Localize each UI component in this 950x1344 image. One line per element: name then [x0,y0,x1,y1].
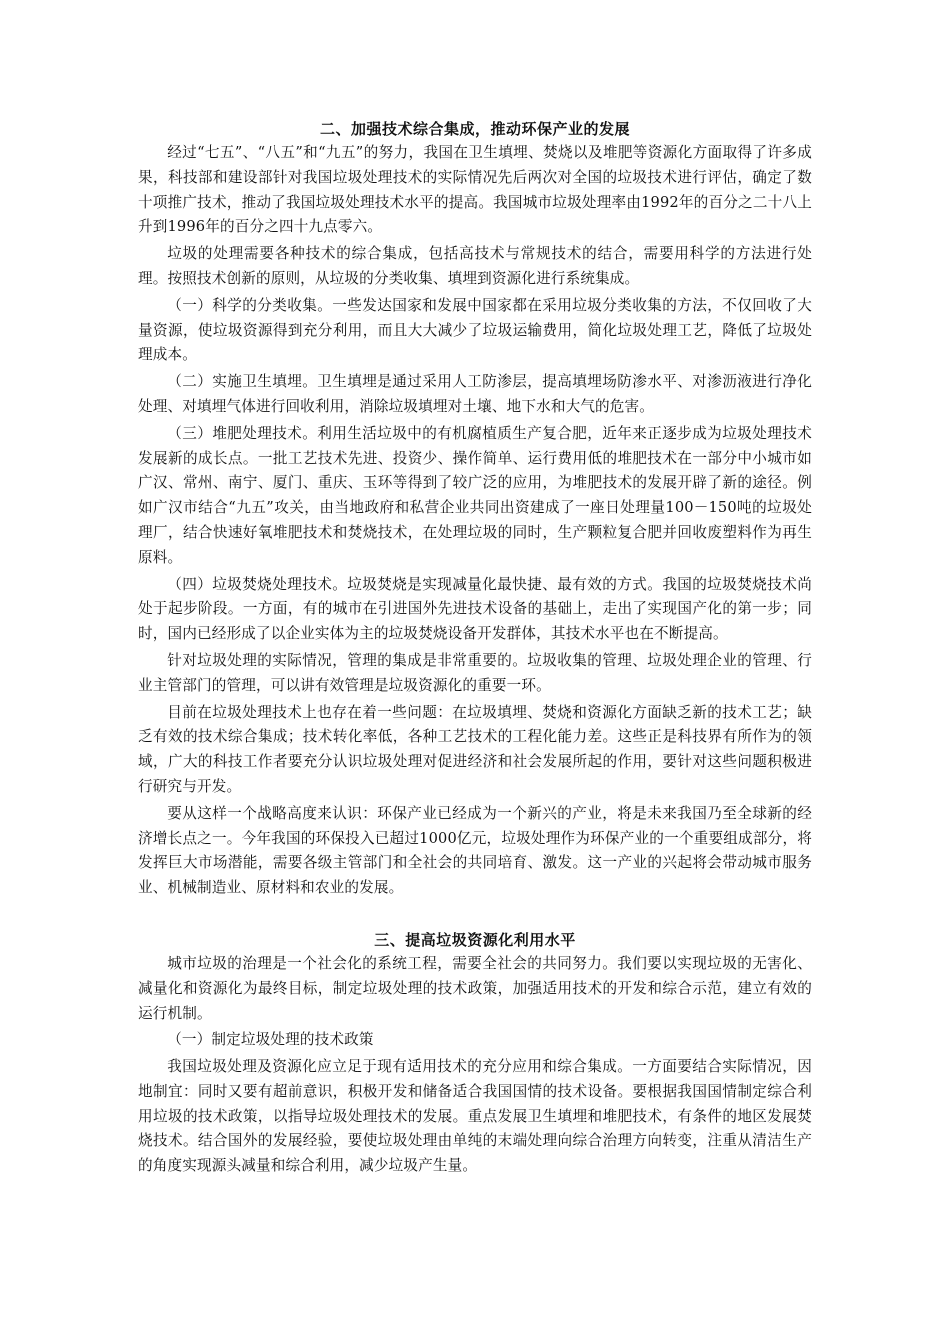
section-2-heading: 二、加强技术综合集成，推动环保产业的发展 [319,120,630,138]
section-3-heading: 三、提高垃圾资源化利用水平 [374,930,576,949]
section-spacer [138,903,812,929]
section-2-paragraph-4: （二）实施卫生填埋。卫生填埋是通过采用人工防渗层，提高填埋场防渗水平、对渗沥液进行净化处理、对填埋气体进行回收利用，消除垃圾填埋对土壤、地下水和大气的危害。 [138,373,812,415]
section-2-paragraph-6: （四）垃圾焚烧处理技术。垃圾焚烧是实现减量化最快捷、最有效的方式。我国的垃圾焚烧技术尚处于起步阶段。一方面，有的城市在引进国外先进技术设备的基础上，走出了实现国产化的第一步；同时，国内已经形成了以企业实体为主的垃圾焚烧设备开发群体，其技术水平也在不断提高。 [138,575,812,643]
section-3-paragraph-1: 城市垃圾的治理是一个社会化的系统工程，需要全社会的共同努力。我们要以实现垃圾的无害化、减量化和资源化为最终目标，制定垃圾处理的技术政策，加强适用技术的开发和综合示范，建立有效的运行机制。 [138,954,812,1022]
section-2-paragraph-7: 针对垃圾处理的实际情况，管理的集成是非常重要的。垃圾收集的管理、垃圾处理企业的管理、行业主管部门的管理，可以讲有效管理是垃圾资源化的重要一环。 [138,651,812,694]
section-3-paragraph-3: 我国垃圾处理及资源化应立足于现有适用技术的充分应用和综合集成。一方面要结合实际情况，因地制宜：同时又要有超前意识，积极开发和储备适合我国国情的技术设备。要根据我国国情制定综合利用垃圾的技术政策，以指导垃圾处理技术的发展。重点发展卫生填埋和堆肥技术，有条件的地区发展焚烧技术。结合国外的发展经验，要使垃圾处理由单纯的末端处理向综合治理方向转变，注重从清洁生产的角度实现源头减量和综合利用，减少垃圾产生量。 [138,1058,812,1175]
section-2-paragraph-1: 经过“七五”、“八五”和“九五”的努力，我国在卫生填埋、焚烧以及堆肥等资源化方面取得了许多成果，科技部和建设部针对我国垃圾处理技术的实际情况先后两次对全国的垃圾技术进行评估，确定了数十项推广技术，推动了我国垃圾处理技术水平的提高。我国城市垃圾处理率由1992年的百分之二十八上升到1996年的百分之四十九点零六。 [138,144,812,236]
document-page [138,118,812,1181]
section-2-paragraph-5: （三）堆肥处理技术。利用生活垃圾中的有机腐植质生产复合肥，近年来正逐步成为垃圾处理技术发展新的成长点。一批工艺技术先进、投资少、操作简单、运行费用低的堆肥技术在一部分中小城市如广汉、常州、南宁、厦门、重庆、玉环等得到了较广泛的应用，为堆肥技术的发展开辟了新的途径。例如广汉市结合“九五”攻关，由当地政府和私营企业共同出资建成了一座日处理量100－150吨的垃圾处理厂，结合快速好氧堆肥技术和焚烧技术，在处理垃圾的同时，生产颗粒复合肥并回收废塑料作为再生原料。 [138,424,812,566]
section-2-paragraph-2: 垃圾的处理需要各种技术的综合集成，包括高技术与常规技术的结合，需要用科学的方法进行处理。按照技术创新的原则，从垃圾的分类收集、填埋到资源化进行系统集成。 [138,245,812,287]
section-2-paragraph-9: 要从这样一个战略高度来认识：环保产业已经成为一个新兴的产业，将是未来我国乃至全球新的经济增长点之一。今年我国的环保投入已超过1000亿元，垃圾处理作为环保产业的一个重要组成部分，将发挥巨大市场潜能，需要各级主管部门和全社会的共同培育、激发。这一产业的兴起将会带动城市服务业、机械制造业、原材料和农业的发展。 [138,804,812,897]
section-2-paragraph-3: （一）科学的分类收集。一些发达国家和发展中国家都在采用垃圾分类收集的方法，不仅回收了大量资源，使垃圾资源得到充分利用，而且大大减少了垃圾运输费用，简化垃圾处理工艺，降低了垃圾处理成本。 [138,296,812,364]
section-3-paragraph-2: （一）制定垃圾处理的技术政策 [167,1031,374,1049]
section-2-paragraph-8: 目前在垃圾处理技术上也存在着一些问题：在垃圾填埋、焚烧和资源化方面缺乏新的技术工艺；缺乏有效的技术综合集成；技术转化率低，各种工艺技术的工程化能力差。这些正是科技界有所作为的领域，广大的科技工作者要充分认识垃圾处理对促进经济和社会发展所起的作用，要针对这些问题积极进行研究与开发。 [138,703,812,795]
